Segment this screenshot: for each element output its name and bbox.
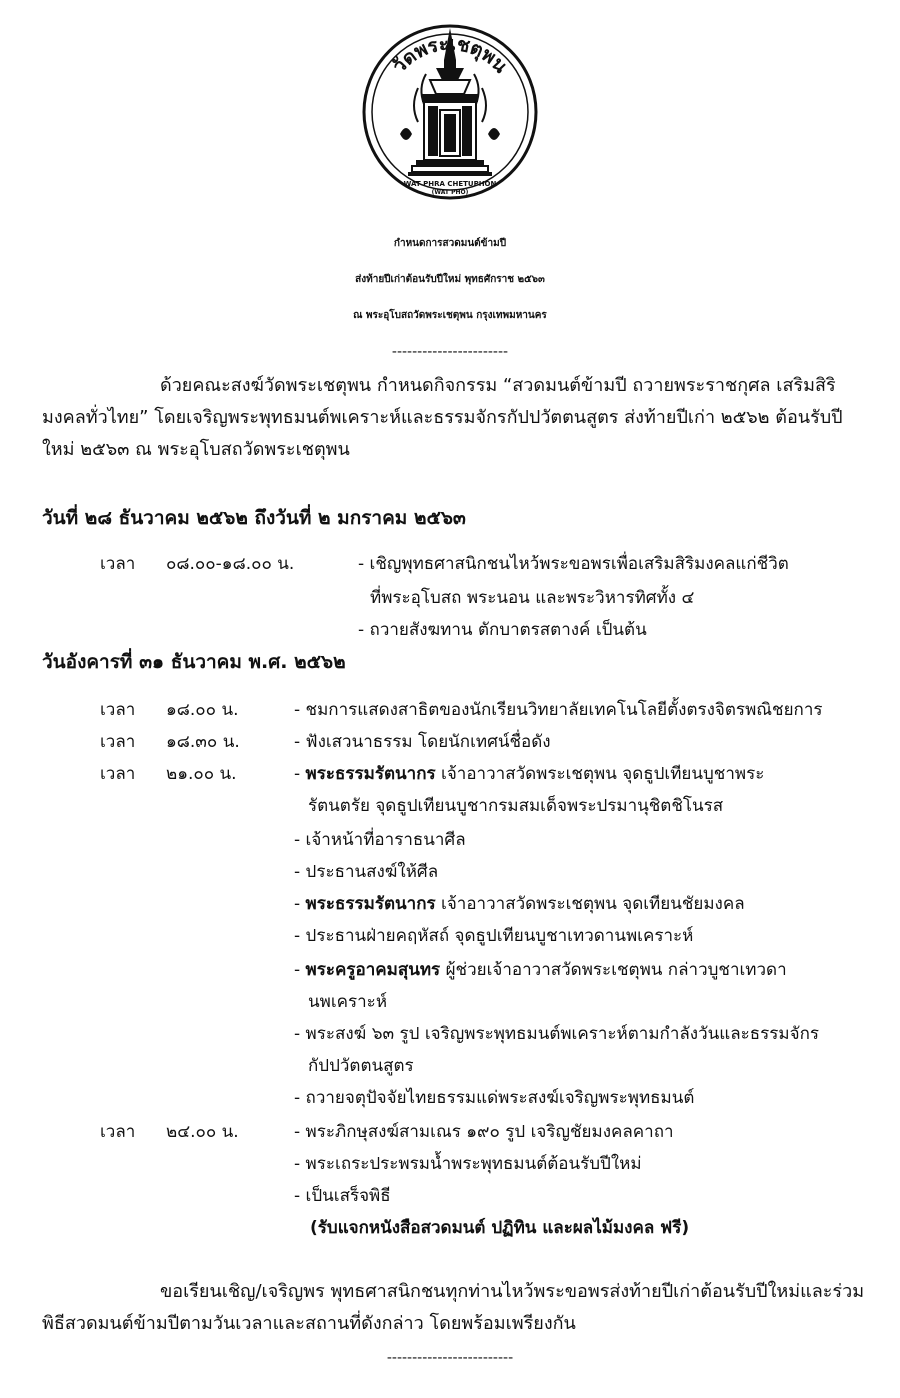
closing-line-1: ขอเรียนเชิญ/เจริญพร พุทธศาสนิกชนทุกท่านไหว้พระขอพรส่งท้ายปีเก่าต้อนรับปีใหม่และร่วม — [160, 1281, 865, 1302]
monk-name: พระครูอาคมสุนทร — [305, 960, 441, 980]
section2-row — [0, 1180, 900, 1212]
section2-row — [0, 888, 900, 920]
section2-row — [0, 726, 900, 758]
wat-pho-seal-logo — [360, 14, 540, 214]
bullet: - — [294, 960, 306, 980]
section2-row — [0, 1148, 900, 1180]
section2-row — [0, 824, 900, 856]
schedule-item: - ประธานฝ่ายคฤหัสถ์ จุดธูปเทียนบูชาเทวดานพเคราะห์ — [294, 926, 694, 946]
free-gifts-note: (รับแจกหนังสือสวดมนต์ ปฏิทิน และผลไม้มงคล ฟรี) — [310, 1218, 690, 1238]
time-value: ๑๘.๐๐ น. — [166, 700, 239, 720]
section2-row — [0, 986, 900, 1018]
schedule-item: - ชมการแสดงสาธิตของนักเรียนวิทยาลัยเทคโนโลยีตั้งตรงจิตรพณิชยการ — [294, 700, 823, 720]
section2-row — [0, 920, 900, 952]
time-value: ๐๘.๐๐-๑๘.๐๐ น. — [166, 554, 295, 574]
time-label: เวลา — [100, 764, 136, 784]
schedule-item: - ประธานสงฆ์ให้ศีล — [294, 862, 439, 882]
section2-row — [0, 1050, 900, 1082]
section1-row-1 — [0, 548, 900, 580]
schedule-item: รัตนตรัย จุดธูปเทียนบูชากรมสมเด็จพระปรมานุชิตชิโนรส — [308, 796, 724, 816]
closing-line-2: พิธีสวดมนต์ข้ามปีตามวันเวลาและสถานที่ดังกล่าว โดยพร้อมเพรียงกัน — [42, 1313, 576, 1334]
section2-row — [0, 954, 900, 986]
monk-name: พระธรรมรัตนากร — [305, 894, 436, 914]
schedule-item — [294, 888, 745, 920]
intro-line-2: มงคลทั่วไทย” โดยเจริญพระพุทธมนต์พเคราะห์และธรรมจักรกัปปวัตตนสูตร ส่งท้ายปีเก่า ๒๕๖๒ ต้อนรับปี — [42, 407, 843, 428]
schedule-item: นพเคราะห์ — [308, 992, 388, 1012]
title-line-2: ส่งท้ายปีเก่าต้อนรับปีใหม่ พุทธศักราช ๒๕๖๓ — [355, 274, 545, 285]
schedule-item: - ถวายสังฆทาน ตักบาตรสตางค์ เป็นต้น — [358, 620, 647, 640]
schedule-item: ที่พระอุโบสถ พระนอน และพระวิหารทิศทั้ง ๔ — [370, 588, 695, 608]
seal-bottom-text-2: (WAT PHO) — [431, 189, 469, 196]
schedule-item: - ฟังเสวนาธรรม โดยนักเทศน์ชื่อดัง — [294, 732, 551, 752]
time-value: ๑๘.๓๐ น. — [166, 732, 240, 752]
bullet: - — [294, 894, 306, 914]
schedule-item — [294, 954, 787, 986]
schedule-item: - ถวายจตุปัจจัยไทยธรรมแด่พระสงฆ์เจริญพระพุทธมนต์ — [294, 1088, 695, 1108]
schedule-item: - พระสงฆ์ ๖๓ รูป เจริญพระพุทธมนต์พเคราะห์ตามกำลังวันและธรรมจักร — [294, 1024, 820, 1044]
item-text: เจ้าอาวาสวัดพระเชตุพน จุดเทียนชัยมงคล — [435, 894, 745, 914]
time-value: ๒๔.๐๐ น. — [166, 1122, 239, 1142]
section2-row — [0, 1018, 900, 1050]
section2-row — [0, 1082, 900, 1114]
section1-row-2 — [0, 582, 900, 614]
schedule-item: - เป็นเสร็จพิธี — [294, 1186, 391, 1206]
section2-row — [0, 694, 900, 726]
schedule-item: - เจ้าหน้าที่อาราธนาศีล — [294, 830, 466, 850]
seal-bottom-text-1: WAT PHRA CHETUPHON — [403, 180, 497, 188]
section2-row — [0, 1116, 900, 1148]
closing-paragraph — [42, 1276, 864, 1340]
time-label: เวลา — [100, 732, 136, 752]
time-label: เวลา — [100, 700, 136, 720]
title-line-1: กำหนดการสวดมนต์ข้ามปี — [393, 238, 507, 249]
time-label: เวลา — [100, 554, 136, 574]
time-value: ๒๑.๐๐ น. — [166, 764, 237, 784]
schedule-item: - พระภิกษุสงฆ์สามเณร ๑๙๐ รูป เจริญชัยมงคลคาถา — [294, 1122, 674, 1142]
section2-row — [0, 856, 900, 888]
seal-top-text: วัดพระเชตุพน — [388, 32, 512, 78]
section2-row — [0, 758, 900, 790]
closing-separator: ------------------------- — [386, 1350, 514, 1366]
schedule-item — [294, 758, 764, 790]
section1-row-3 — [0, 614, 900, 646]
section2-heading: วันอังคารที่ ๓๑ ธันวาคม พ.ศ. ๒๕๖๒ — [42, 651, 346, 673]
item-text: ผู้ช่วยเจ้าอาวาสวัดพระเชตุพน กล่าวบูชาเทวดา — [440, 960, 787, 980]
title-separator: ----------------------- — [391, 344, 509, 360]
section1-heading: วันที่ ๒๘ ธันวาคม ๒๕๖๒ ถึงวันที่ ๒ มกราคม ๒๕๖๓ — [42, 507, 466, 529]
time-label: เวลา — [100, 1122, 136, 1142]
bullet: - — [294, 764, 306, 784]
intro-paragraph — [42, 370, 864, 466]
item-text: เจ้าอาวาสวัดพระเชตุพน จุดธูปเทียนบูชาพระ — [435, 764, 765, 784]
schedule-item: กัปปวัตตนสูตร — [308, 1056, 414, 1076]
section2-row — [0, 790, 900, 822]
schedule-item: - พระเถระประพรมน้ำพระพุทธมนต์ต้อนรับปีใหม่ — [294, 1154, 642, 1174]
intro-line-3: ใหม่ ๒๕๖๓ ณ พระอุโบสถวัดพระเชตุพน — [42, 439, 350, 460]
schedule-item: - เชิญพุทธศาสนิกชนไหว้พระขอพรเพื่อเสริมสิริมงคลแก่ชีวิต — [358, 554, 789, 574]
title-line-3: ณ พระอุโบสถวัดพระเชตุพน กรุงเทพมหานคร — [353, 310, 547, 321]
monk-name: พระธรรมรัตนากร — [305, 764, 436, 784]
intro-line-1: ด้วยคณะสงฆ์วัดพระเชตุพน กำหนดกิจกรรม “สวดมนต์ข้ามปี ถวายพระราชกุศล เสริมสิริ — [160, 375, 836, 396]
